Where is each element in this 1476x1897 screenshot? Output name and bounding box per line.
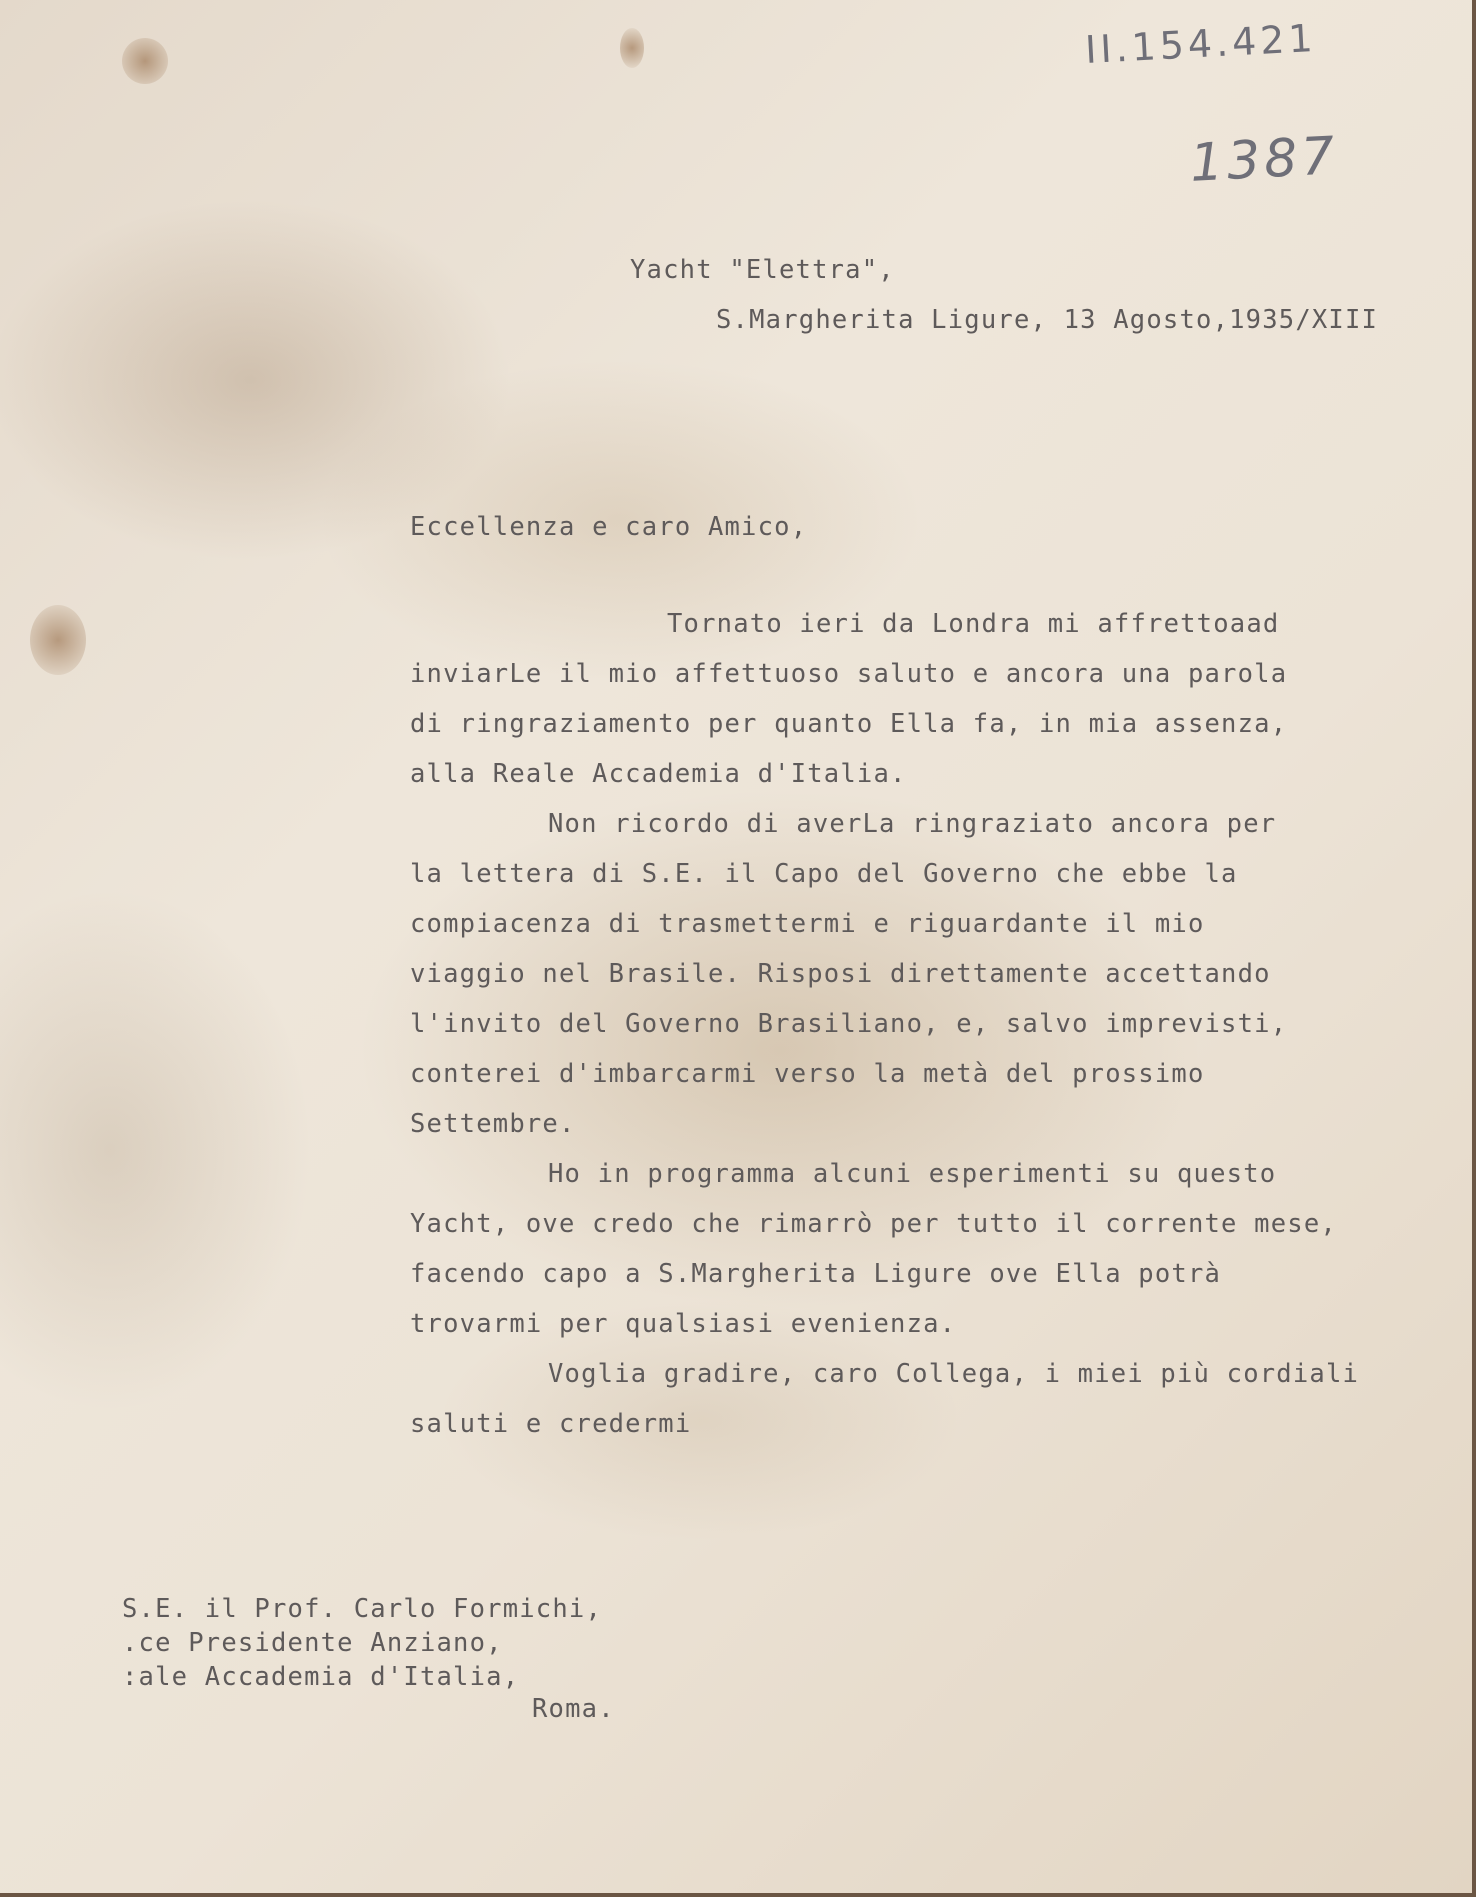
body-line: Non ricordo di averLa ringraziato ancora per bbox=[548, 809, 1277, 839]
page-edge bbox=[1472, 0, 1476, 1897]
letter-date-place: S.Margherita Ligure, 13 Agosto,1935/XIII bbox=[716, 305, 1379, 335]
stain bbox=[620, 28, 644, 68]
recipient-title: .ce Presidente Anziano, bbox=[122, 1628, 503, 1658]
body-line: trovarmi per qualsiasi evenienza. bbox=[410, 1309, 957, 1339]
archive-collection-id: II.154.421 bbox=[1084, 15, 1318, 73]
body-line: la lettera di S.E. il Capo del Governo che ebbe la bbox=[410, 859, 1238, 889]
body-line: Yacht, ove credo che rimarrò per tutto il corrente mese, bbox=[410, 1209, 1337, 1239]
body-line: l'invito del Governo Brasiliano, e, salvo imprevisti, bbox=[410, 1009, 1288, 1039]
body-line: facendo capo a S.Margherita Ligure ove Ella potrà bbox=[410, 1259, 1222, 1289]
salutation: Eccellenza e caro Amico, bbox=[410, 512, 808, 542]
body-line: Voglia gradire, caro Collega, i miei più cordiali bbox=[548, 1359, 1360, 1389]
body-line: inviarLe il mio affettuoso saluto e ancora una parola bbox=[410, 659, 1288, 689]
body-line: di ringraziamento per quanto Ella fa, in mia assenza, bbox=[410, 709, 1288, 739]
stain bbox=[122, 38, 168, 84]
body-line: Settembre. bbox=[410, 1109, 576, 1139]
recipient-name: S.E. il Prof. Carlo Formichi, bbox=[122, 1594, 603, 1624]
body-line: Tornato ieri da Londra mi affrettoaad bbox=[667, 609, 1280, 639]
stain bbox=[30, 605, 86, 675]
body-line: Ho in programma alcuni esperimenti su questo bbox=[548, 1159, 1277, 1189]
body-line: alla Reale Accademia d'Italia. bbox=[410, 759, 907, 789]
body-line: conterei d'imbarcarmi verso la metà del prossimo bbox=[410, 1059, 1205, 1089]
body-line: saluti e credermi bbox=[410, 1409, 692, 1439]
page-edge bbox=[0, 1893, 1476, 1897]
recipient-institution: :ale Accademia d'Italia, bbox=[122, 1662, 520, 1692]
letterhead-vessel: Yacht "Elettra", bbox=[630, 255, 895, 285]
body-line: viaggio nel Brasile. Risposi direttamente accettando bbox=[410, 959, 1271, 989]
recipient-city: Roma. bbox=[532, 1694, 615, 1724]
body-line: compiacenza di trasmettermi e riguardante il mio bbox=[410, 909, 1205, 939]
archive-sheet-number: 1387 bbox=[1188, 126, 1340, 194]
